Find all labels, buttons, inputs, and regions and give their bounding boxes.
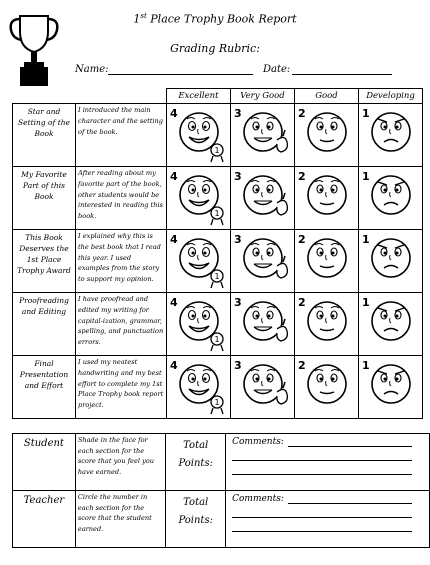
score-number[interactable]: 4 <box>170 233 178 246</box>
score-option-2[interactable] <box>295 104 359 167</box>
medal-number: 1 <box>214 335 220 344</box>
criterion-description: I introduced the main character and the setting of the book. <box>76 104 167 167</box>
student-total-label: Total Points: <box>166 434 226 491</box>
score-option-4[interactable] <box>167 104 231 167</box>
score-option-2[interactable] <box>295 230 359 293</box>
score-option-4[interactable] <box>167 230 231 293</box>
header-row <box>13 89 423 104</box>
student-instructions: Shade in the face for each section for the score that you feel you have earned. <box>75 434 166 491</box>
score-option-4[interactable] <box>167 167 231 230</box>
criterion-description: I used my neatest handwriting and my best effort to complete my 1st Place Trophy book report project. <box>76 356 167 419</box>
score-option-3[interactable] <box>231 293 295 356</box>
criterion-label: Final Presentation and Effort <box>13 356 76 419</box>
rubric-row-star-and-setting <box>13 104 423 167</box>
score-number[interactable]: 3 <box>234 296 242 309</box>
criterion-description: After reading about my favorite part of the book, other students would be interested in reading this book. <box>76 167 167 230</box>
score-number[interactable]: 1 <box>362 296 370 309</box>
criterion-label: This Book Deserves the 1st Place Trophy Award <box>13 230 76 293</box>
rubric-row-proofreading <box>13 293 423 356</box>
score-option-1[interactable] <box>359 293 423 356</box>
score-number[interactable]: 2 <box>298 233 306 246</box>
rubric-row-final-presentation <box>13 356 423 419</box>
date-label: Date: <box>263 64 291 75</box>
name-label: Name: <box>75 64 109 75</box>
teacher-instructions: Circle the number in each section for the score that the student earned. <box>75 491 166 548</box>
student-label: Student <box>13 434 76 491</box>
score-option-2[interactable] <box>295 293 359 356</box>
rubric-subtitle: Grading Rubric: <box>170 42 260 55</box>
criterion-label: Proofreading and Editing <box>13 293 76 356</box>
score-number[interactable]: 1 <box>362 170 370 183</box>
student-row <box>13 434 430 491</box>
score-number[interactable]: 2 <box>298 296 306 309</box>
score-number[interactable]: 4 <box>170 107 178 120</box>
name-field[interactable] <box>108 74 253 75</box>
score-number[interactable]: 1 <box>362 359 370 372</box>
level-excellent: Excellent <box>167 89 231 104</box>
score-option-1[interactable] <box>359 167 423 230</box>
score-option-3[interactable] <box>231 167 295 230</box>
criterion-description: I explained why this is the best book that I read this year. I used examples from the story to support my opinion. <box>76 230 167 293</box>
score-number[interactable]: 2 <box>298 359 306 372</box>
medal-number: 1 <box>214 146 220 155</box>
score-number[interactable]: 1 <box>362 233 370 246</box>
teacher-total-label: Total Points: <box>166 491 226 548</box>
score-option-2[interactable] <box>295 356 359 419</box>
score-number[interactable]: 4 <box>170 170 178 183</box>
score-number[interactable]: 4 <box>170 359 178 372</box>
rubric-table <box>12 88 423 419</box>
level-very-good: Very Good <box>231 89 295 104</box>
teacher-comments[interactable] <box>226 491 430 548</box>
score-number[interactable]: 2 <box>298 107 306 120</box>
score-option-3[interactable] <box>231 104 295 167</box>
score-option-1[interactable] <box>359 356 423 419</box>
medal-number: 1 <box>214 398 220 407</box>
teacher-label: Teacher <box>13 491 76 548</box>
score-option-1[interactable] <box>359 230 423 293</box>
score-option-3[interactable] <box>231 356 295 419</box>
medal-number: 1 <box>214 209 220 218</box>
score-number[interactable]: 3 <box>234 170 242 183</box>
criterion-label: Star and Setting of the Book <box>13 104 76 167</box>
rubric-row-deserves-trophy <box>13 230 423 293</box>
score-option-3[interactable] <box>231 230 295 293</box>
score-number[interactable]: 3 <box>234 107 242 120</box>
student-comments[interactable] <box>226 434 430 491</box>
score-number[interactable]: 2 <box>298 170 306 183</box>
teacher-row <box>13 491 430 548</box>
level-developing: Developing <box>359 89 423 104</box>
score-option-4[interactable] <box>167 293 231 356</box>
report-title: 1st Place Trophy Book Report <box>133 12 297 26</box>
student-comments-label: Comments: <box>232 437 284 447</box>
medal-number: 1 <box>214 272 220 281</box>
signoff-table <box>12 433 430 548</box>
score-number[interactable]: 1 <box>362 107 370 120</box>
rubric-row-favorite-part <box>13 167 423 230</box>
level-good: Good <box>295 89 359 104</box>
score-option-4[interactable] <box>167 356 231 419</box>
score-option-1[interactable] <box>359 104 423 167</box>
teacher-comments-label: Comments: <box>232 494 284 504</box>
score-number[interactable]: 3 <box>234 233 242 246</box>
date-field[interactable] <box>292 74 392 75</box>
score-number[interactable]: 3 <box>234 359 242 372</box>
criterion-label: My Favorite Part of this Book <box>13 167 76 230</box>
score-option-2[interactable] <box>295 167 359 230</box>
criterion-description: I have proofread and edited my writing for capital-ization, grammar, spelling, and punctuation errors. <box>76 293 167 356</box>
score-number[interactable]: 4 <box>170 296 178 309</box>
